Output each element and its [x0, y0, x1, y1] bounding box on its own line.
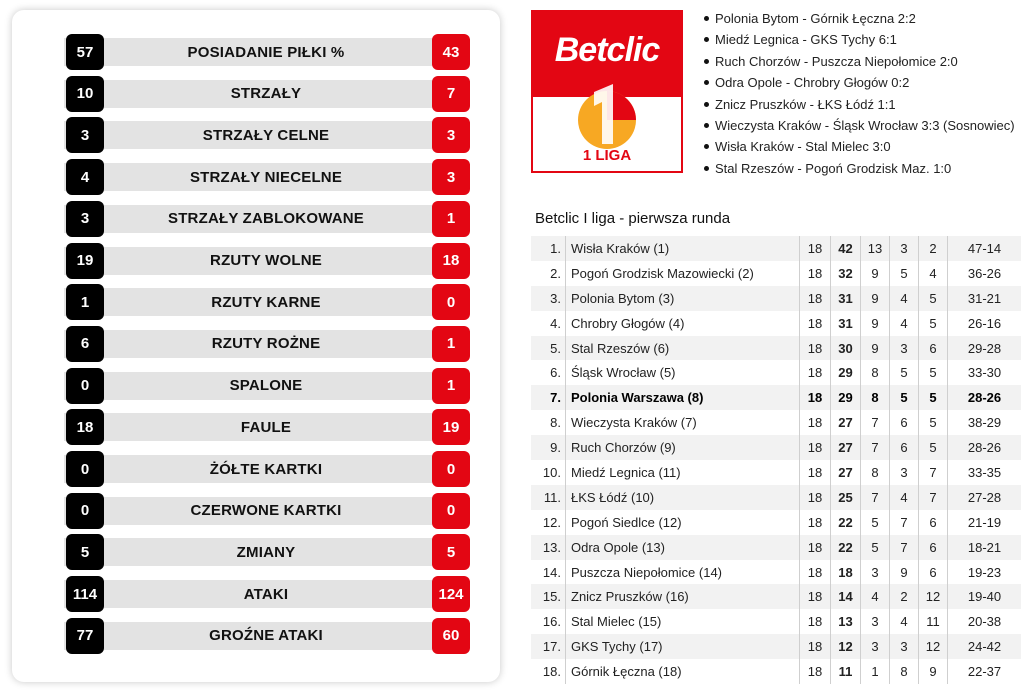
wins-cell: 13 [861, 236, 890, 261]
position-cell: 10. [531, 460, 566, 485]
stat-row [56, 618, 470, 654]
table-row [531, 410, 1021, 435]
losses-cell: 12 [919, 634, 948, 659]
draws-cell: 3 [890, 236, 919, 261]
losses-cell: 6 [919, 560, 948, 585]
position-cell: 5. [531, 336, 566, 361]
result-item [700, 158, 1020, 179]
goals-cell: 33-35 [948, 460, 1022, 485]
matches-cell: 18 [800, 485, 831, 510]
team-cell: Miedź Legnica (11) [566, 460, 800, 485]
goals-cell: 36-26 [948, 261, 1022, 286]
points-cell: 22 [831, 535, 861, 560]
betclic-1-liga-logo [531, 10, 683, 173]
points-cell: 14 [831, 584, 861, 609]
draws-cell: 2 [890, 584, 919, 609]
goals-cell: 47-14 [948, 236, 1022, 261]
stat-label: ZMIANY [236, 543, 296, 561]
stat-away-value: 1 [432, 326, 470, 362]
stat-row [56, 534, 470, 570]
matches-cell: 18 [800, 634, 831, 659]
team-cell: Śląsk Wrocław (5) [566, 360, 800, 385]
stat-row [56, 76, 470, 112]
round-results-list [700, 8, 1020, 179]
result-text: Miedź Legnica - GKS Tychy 6:1 [715, 32, 897, 48]
matches-cell: 18 [800, 385, 831, 410]
points-cell: 31 [831, 311, 861, 336]
team-cell: Stal Mielec (15) [566, 609, 800, 634]
position-cell: 14. [531, 560, 566, 585]
stat-home-value: 18 [66, 409, 104, 445]
draws-cell: 8 [890, 659, 919, 684]
points-cell: 31 [831, 286, 861, 311]
losses-cell: 6 [919, 535, 948, 560]
losses-cell: 5 [919, 286, 948, 311]
stat-away-value: 19 [432, 409, 470, 445]
goals-cell: 28-26 [948, 435, 1022, 460]
matches-cell: 18 [800, 560, 831, 585]
table-row [531, 609, 1021, 634]
result-text: Ruch Chorzów - Puszcza Niepołomice 2:0 [715, 53, 958, 69]
stat-home-value: 0 [66, 451, 104, 487]
position-cell: 11. [531, 485, 566, 510]
result-item [700, 51, 1020, 72]
team-cell: Stal Rzeszów (6) [566, 336, 800, 361]
table-row [531, 360, 1021, 385]
stat-home-value: 5 [66, 534, 104, 570]
matches-cell: 18 [800, 360, 831, 385]
matches-cell: 18 [800, 311, 831, 336]
stat-label: STRZAŁY [230, 85, 302, 103]
team-cell: Odra Opole (13) [566, 535, 800, 560]
draws-cell: 5 [890, 261, 919, 286]
draws-cell: 5 [890, 360, 919, 385]
points-cell: 27 [831, 460, 861, 485]
stat-away-value: 0 [432, 284, 470, 320]
goals-cell: 33-30 [948, 360, 1022, 385]
wins-cell: 7 [861, 435, 890, 460]
logo-brand-text: Betclic [554, 31, 660, 69]
team-cell: Znicz Pruszków (16) [566, 584, 800, 609]
result-item [700, 72, 1020, 93]
team-cell: Wieczysta Kraków (7) [566, 410, 800, 435]
stat-label: ŻÓŁTE KARTKI [209, 460, 323, 478]
result-item [700, 115, 1020, 136]
stat-row [56, 284, 470, 320]
wins-cell: 8 [861, 360, 890, 385]
draws-cell: 4 [890, 311, 919, 336]
goals-cell: 24-42 [948, 634, 1022, 659]
draws-cell: 3 [890, 336, 919, 361]
stat-home-value: 77 [66, 618, 104, 654]
points-cell: 27 [831, 410, 861, 435]
points-cell: 27 [831, 435, 861, 460]
goals-cell: 18-21 [948, 535, 1022, 560]
position-cell: 3. [531, 286, 566, 311]
team-cell: GKS Tychy (17) [566, 634, 800, 659]
goals-cell: 26-16 [948, 311, 1022, 336]
losses-cell: 12 [919, 584, 948, 609]
team-cell: Polonia Warszawa (8) [566, 385, 800, 410]
position-cell: 7. [531, 385, 566, 410]
goals-cell: 19-23 [948, 560, 1022, 585]
team-cell: ŁKS Łódź (10) [566, 485, 800, 510]
position-cell: 15. [531, 584, 566, 609]
position-cell: 16. [531, 609, 566, 634]
losses-cell: 5 [919, 385, 948, 410]
stat-label: STRZAŁY ZABLOKOWANE [167, 210, 365, 228]
goals-cell: 20-38 [948, 609, 1022, 634]
losses-cell: 6 [919, 336, 948, 361]
points-cell: 30 [831, 336, 861, 361]
stat-away-value: 3 [432, 117, 470, 153]
stat-away-value: 1 [432, 201, 470, 237]
result-text: Polonia Bytom - Górnik Łęczna 2:2 [715, 11, 916, 26]
bullet-icon [704, 37, 709, 42]
stat-label: SPALONE [229, 377, 303, 395]
matches-cell: 18 [800, 336, 831, 361]
position-cell: 4. [531, 311, 566, 336]
wins-cell: 3 [861, 634, 890, 659]
result-item [700, 94, 1020, 115]
bullet-icon [704, 16, 709, 21]
result-text: Odra Opole - Chrobry Głogów 0:2 [715, 75, 910, 91]
goals-cell: 22-37 [948, 659, 1022, 684]
goals-cell: 29-28 [948, 336, 1022, 361]
stat-home-value: 6 [66, 326, 104, 362]
points-cell: 29 [831, 385, 861, 410]
stat-label: FAULE [240, 418, 292, 436]
losses-cell: 5 [919, 410, 948, 435]
stat-home-value: 3 [66, 117, 104, 153]
stat-home-value: 57 [66, 34, 104, 70]
draws-cell: 4 [890, 485, 919, 510]
stat-row [56, 326, 470, 362]
position-cell: 9. [531, 435, 566, 460]
matches-cell: 18 [800, 609, 831, 634]
bullet-icon [704, 59, 709, 64]
table-row [531, 435, 1021, 460]
goals-cell: 21-19 [948, 510, 1022, 535]
stat-row [56, 117, 470, 153]
position-cell: 13. [531, 535, 566, 560]
stat-away-value: 5 [432, 534, 470, 570]
stat-home-value: 0 [66, 493, 104, 529]
stat-label: ATAKI [243, 585, 289, 603]
points-cell: 32 [831, 261, 861, 286]
team-cell: Puszcza Niepołomice (14) [566, 560, 800, 585]
match-stats-card [12, 10, 500, 682]
wins-cell: 9 [861, 336, 890, 361]
losses-cell: 7 [919, 460, 948, 485]
result-item [700, 29, 1020, 50]
stat-label: RZUTY ROŻNE [211, 335, 321, 353]
draws-cell: 6 [890, 435, 919, 460]
points-cell: 25 [831, 485, 861, 510]
table-row [531, 560, 1021, 585]
wins-cell: 5 [861, 535, 890, 560]
matches-cell: 18 [800, 410, 831, 435]
points-cell: 12 [831, 634, 861, 659]
wins-cell: 8 [861, 460, 890, 485]
table-row [531, 261, 1021, 286]
bullet-icon [704, 123, 709, 128]
stat-home-value: 3 [66, 201, 104, 237]
logo-liga-text: 1 LIGA [582, 147, 632, 164]
goals-cell: 28-26 [948, 385, 1022, 410]
losses-cell: 5 [919, 435, 948, 460]
team-cell: Wisła Kraków (1) [566, 236, 800, 261]
stat-away-value: 0 [432, 493, 470, 529]
wins-cell: 9 [861, 261, 890, 286]
table-row [531, 584, 1021, 609]
result-item [700, 136, 1020, 157]
position-cell: 2. [531, 261, 566, 286]
matches-cell: 18 [800, 659, 831, 684]
team-cell: Polonia Bytom (3) [566, 286, 800, 311]
stat-row [56, 576, 470, 612]
stat-home-value: 114 [66, 576, 104, 612]
stat-row [56, 368, 470, 404]
draws-cell: 4 [890, 286, 919, 311]
stat-away-value: 1 [432, 368, 470, 404]
wins-cell: 4 [861, 584, 890, 609]
goals-cell: 31-21 [948, 286, 1022, 311]
losses-cell: 5 [919, 360, 948, 385]
matches-cell: 18 [800, 435, 831, 460]
stat-row [56, 159, 470, 195]
stat-label: CZERWONE KARTKI [190, 502, 342, 520]
team-cell: Ruch Chorzów (9) [566, 435, 800, 460]
losses-cell: 6 [919, 510, 948, 535]
table-row [531, 634, 1021, 659]
stat-label: POSIADANIE PIŁKI % [187, 43, 345, 61]
stat-row [56, 493, 470, 529]
stat-away-value: 43 [432, 34, 470, 70]
team-cell: Górnik Łęczna (18) [566, 659, 800, 684]
wins-cell: 9 [861, 311, 890, 336]
bullet-icon [704, 80, 709, 85]
result-text: Wisła Kraków - Stal Mielec 3:0 [715, 139, 891, 155]
table-row [531, 510, 1021, 535]
losses-cell: 11 [919, 609, 948, 634]
points-cell: 22 [831, 510, 861, 535]
stat-row [56, 451, 470, 487]
stat-home-value: 19 [66, 243, 104, 279]
table-row [531, 659, 1021, 684]
wins-cell: 7 [861, 410, 890, 435]
stat-away-value: 124 [432, 576, 470, 612]
position-cell: 6. [531, 360, 566, 385]
team-cell: Pogoń Grodzisk Mazowiecki (2) [566, 261, 800, 286]
draws-cell: 7 [890, 510, 919, 535]
draws-cell: 4 [890, 609, 919, 634]
result-text: Stal Rzeszów - Pogoń Grodzisk Maz. 1:0 [715, 160, 952, 176]
team-cell: Pogoń Siedlce (12) [566, 510, 800, 535]
wins-cell: 7 [861, 485, 890, 510]
bullet-icon [704, 144, 709, 149]
points-cell: 18 [831, 560, 861, 585]
matches-cell: 18 [800, 510, 831, 535]
stat-row [56, 201, 470, 237]
stat-away-value: 0 [432, 451, 470, 487]
stat-home-value: 10 [66, 76, 104, 112]
draws-cell: 5 [890, 385, 919, 410]
points-cell: 29 [831, 360, 861, 385]
stat-away-value: 3 [432, 159, 470, 195]
matches-cell: 18 [800, 535, 831, 560]
table-row [531, 385, 1021, 410]
stat-label: STRZAŁY CELNE [202, 126, 330, 144]
position-cell: 8. [531, 410, 566, 435]
wins-cell: 9 [861, 286, 890, 311]
matches-cell: 18 [800, 584, 831, 609]
losses-cell: 2 [919, 236, 948, 261]
table-row [531, 336, 1021, 361]
losses-cell: 4 [919, 261, 948, 286]
matches-cell: 18 [800, 261, 831, 286]
draws-cell: 7 [890, 535, 919, 560]
result-text: Znicz Pruszków - ŁKS Łódź 1:1 [715, 96, 896, 112]
matches-cell: 18 [800, 460, 831, 485]
stat-away-value: 7 [432, 76, 470, 112]
points-cell: 11 [831, 659, 861, 684]
wins-cell: 8 [861, 385, 890, 410]
draws-cell: 3 [890, 634, 919, 659]
standings-table [531, 236, 1021, 684]
points-cell: 42 [831, 236, 861, 261]
stat-row [56, 409, 470, 445]
wins-cell: 3 [861, 560, 890, 585]
position-cell: 12. [531, 510, 566, 535]
stat-away-value: 18 [432, 243, 470, 279]
stat-label: RZUTY KARNE [211, 293, 321, 311]
position-cell: 18. [531, 659, 566, 684]
stat-label: RZUTY WOLNE [210, 252, 322, 269]
matches-cell: 18 [800, 286, 831, 311]
result-item [700, 8, 1020, 29]
team-cell: Chrobry Głogów (4) [566, 311, 800, 336]
stat-label: GROŹNE ATAKI [209, 627, 323, 645]
table-row [531, 236, 1021, 261]
stat-home-value: 1 [66, 284, 104, 320]
losses-cell: 7 [919, 485, 948, 510]
table-title: Betclic I liga - pierwsza runda [535, 210, 731, 227]
goals-cell: 27-28 [948, 485, 1022, 510]
stat-label: STRZAŁY NIECELNE [189, 168, 343, 186]
wins-cell: 5 [861, 510, 890, 535]
position-cell: 17. [531, 634, 566, 659]
draws-cell: 6 [890, 410, 919, 435]
stat-away-value: 60 [432, 618, 470, 654]
bullet-icon [704, 166, 709, 171]
losses-cell: 5 [919, 311, 948, 336]
position-cell: 1. [531, 236, 566, 261]
goals-cell: 38-29 [948, 410, 1022, 435]
wins-cell: 3 [861, 609, 890, 634]
draws-cell: 9 [890, 560, 919, 585]
points-cell: 13 [831, 609, 861, 634]
stat-home-value: 0 [66, 368, 104, 404]
bullet-icon [704, 102, 709, 107]
table-row [531, 485, 1021, 510]
stat-row [56, 34, 470, 70]
table-row [531, 286, 1021, 311]
result-text: Wieczysta Kraków - Śląsk Wrocław 3:3 (Sosnowiec) [715, 117, 1015, 133]
losses-cell: 9 [919, 659, 948, 684]
stat-row [56, 243, 470, 279]
matches-cell: 18 [800, 236, 831, 261]
goals-cell: 19-40 [948, 584, 1022, 609]
table-row [531, 460, 1021, 485]
stat-home-value: 4 [66, 159, 104, 195]
table-row [531, 535, 1021, 560]
draws-cell: 3 [890, 460, 919, 485]
table-row [531, 311, 1021, 336]
wins-cell: 1 [861, 659, 890, 684]
